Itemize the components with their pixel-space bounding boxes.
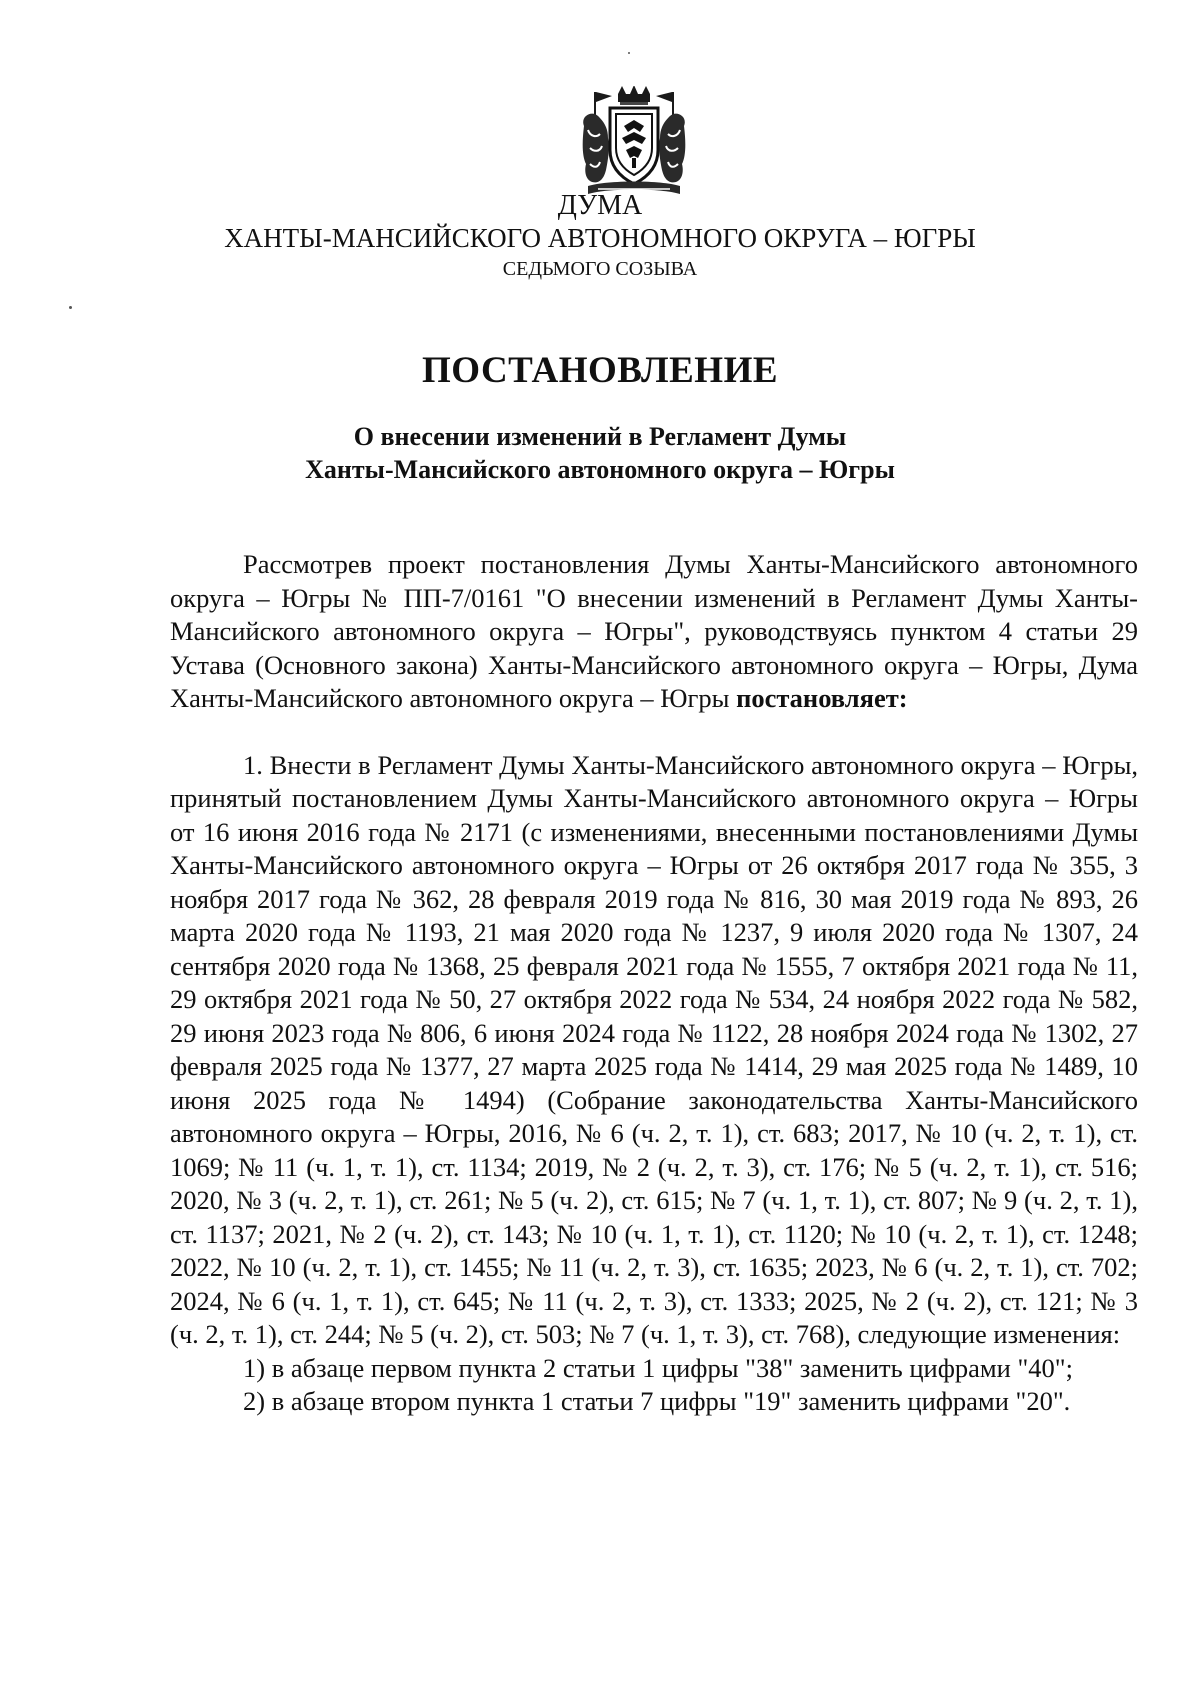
clause-1-paragraph: 1. Внести в Регламент Думы Ханты-Мансийского автономного округа – Югры, принятый постановлением Думы Ханты-Мансийского автономного округа – Югры от 16 июня 2016 года № 2171 (с изменениями, внесенными постановлениями Думы Ханты-Мансийского автономного округа – Югры от 26 октября 2017 года № 355, 3 ноября 2017 года № 362, 28 февраля 2019 года № 816, 30 мая 2019 года № 893, 26 марта 2020 года № 1193, 21 мая 2020 года № 1237, 9 июля 2020 года № 1307, 24 сентября 2020 года № 1368, 25 февраля 2021 года № 1555, 7 октября 2021 года № 11, 29 октября 2021 года № 50, 27 октября 2022 года № 534, 24 ноября 2022 года № 582, 29 июня 2023 года № 806, 6 июня 2024 года № 1122, 28 ноября 2024 года № 1302, 27 февраля 2025 года № 1377, 27 марта 2025 года № 1414, 29 мая 2025 года № 1489, 10 июня 2025 года № 1494) (Собрание законодательства Ханты-Мансийского автономного округа – Югры, 2016, № 6 (ч. 2, т. 1), ст. 683; 2017, № 10 (ч. 2, т. 1), ст. 1069; № 11 (ч. 1, т. 1), ст. 1134; 2019, № 2 (ч. 2, т. 3), ст. 176; № 5 (ч. 2, т. 1), ст. 516; 2020, № 3 (ч. 2, т. 1), ст. 261; № 5 (ч. 2), ст. 615; № 7 (ч. 1, т. 1), ст. 807; № 9 (ч. 2, т. 1), ст. 1137; 2021, № 2 (ч. 2), ст. 143; № 10 (ч. 1, т. 1), ст. 1120; № 10 (ч. 2, т. 1), ст. 1248; 2022, № 10 (ч. 2, т. 1), ст. 1455; № 11 (ч. 2, т. 3), ст. 1635; 2023, № 6 (ч. 2, т. 1), ст. 702; 2024, № 6 (ч. 1, т. 1), ст. 645; № 11 (ч. 2, т. 3), ст. 1333; 2025, № 2 (ч. 2), ст. 121; № 3 (ч. 2, т. 1), ст. 244; № 5 (ч. 2), ст. 503; № 7 (ч. 1, т. 3), ст. 768), следующие изменения:	[170, 749, 1138, 1349]
coat-of-arms-emblem	[578, 86, 690, 198]
document-type-title: ПОСТАНОВЛЕНИЕ	[421, 350, 779, 391]
subject-line-1: О внесении изменений в Регламент Думы	[353, 422, 847, 451]
clause-1-item-2: 2) в абзаце втором пункта 1 статьи 7 цифры "19" заменить цифрами "20".	[243, 1386, 1071, 1416]
subject-line-2: Ханты-Мансийского автономного округа – Югры	[305, 455, 895, 484]
document-subject	[0, 420, 1200, 486]
preamble-text: Рассмотрев проект постановления Думы Ханты-Мансийского автономного округа – Югры № ПП-7/0161 "О внесении изменений в Регламент Думы Ханты-Мансийского автономного округа – Югры", руководствуясь пунктом 4 статьи 29 Устава (Основного закона) Ханты-Мансийского автономного округа – Югры, Дума Ханты-Мансийского автономного округа – Югры	[170, 549, 1138, 713]
scan-speck	[69, 306, 72, 309]
convocation: СЕДЬМОГО СОЗЫВА	[502, 258, 698, 280]
document-body	[170, 548, 1138, 1419]
clause-1-item-1: 1) в абзаце первом пункта 2 статьи 1 цифры "38" заменить цифрами "40";	[243, 1352, 1073, 1383]
okrug-name: ХАНТЫ-МАНСИЙСКОГО АВТОНОМНОГО ОКРУГА – ЮГРЫ	[224, 223, 976, 253]
preamble-paragraph	[170, 548, 1138, 716]
scan-speck	[628, 52, 630, 54]
resolves-word: постановляет:	[736, 683, 908, 713]
issuing-body: ДУМА	[557, 190, 643, 221]
